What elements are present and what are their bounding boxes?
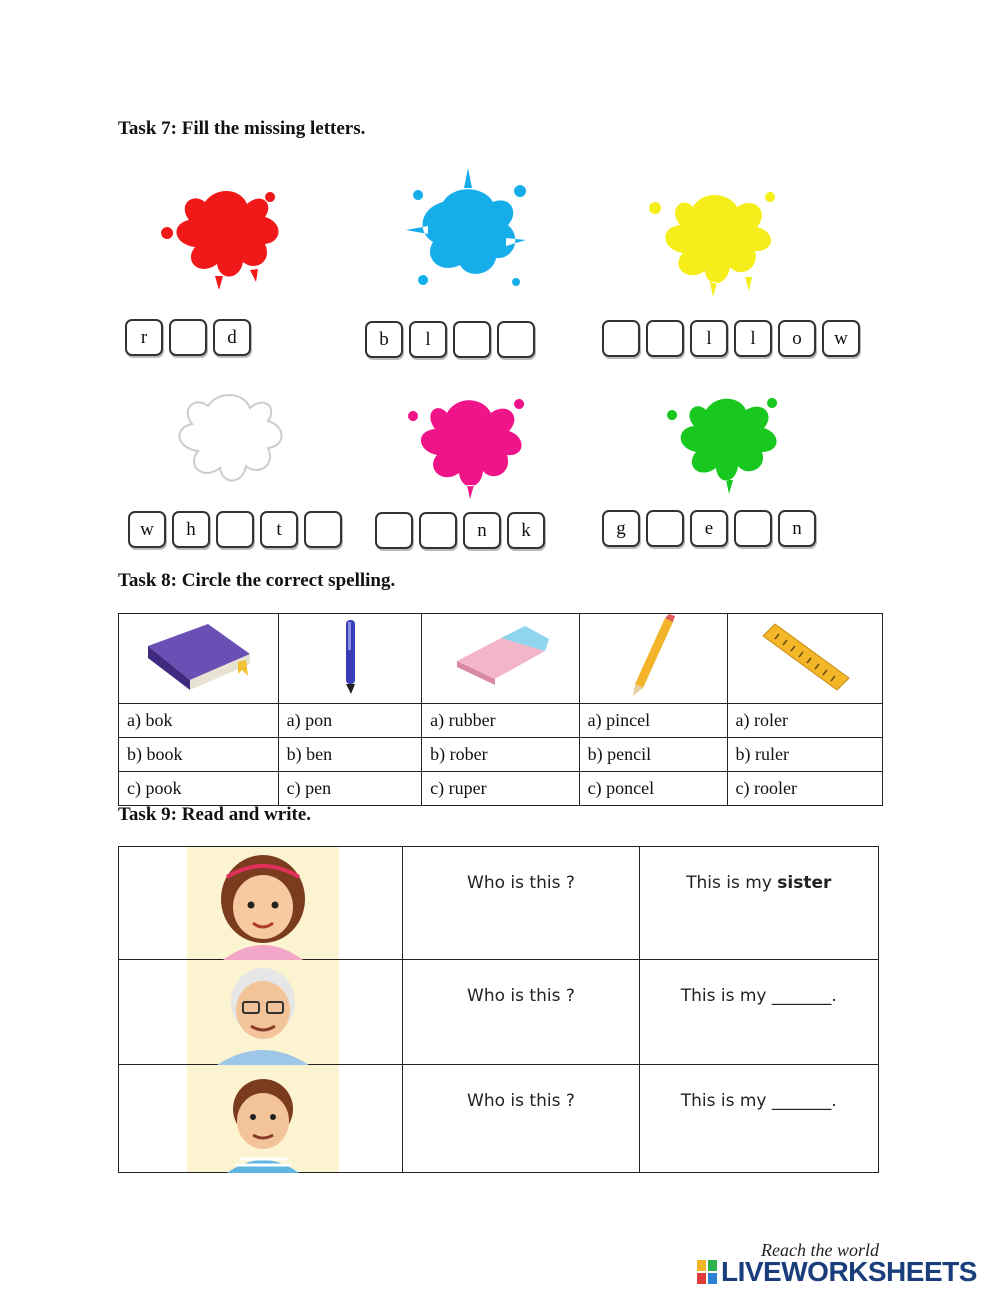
green-paint-splat xyxy=(664,378,789,498)
pen-picture-cell xyxy=(278,614,421,704)
spelling-option[interactable]: c) poncel xyxy=(579,772,727,806)
blue-splat-shape xyxy=(406,168,526,286)
spelling-option[interactable]: a) bok xyxy=(119,704,279,738)
girl-picture xyxy=(187,847,339,959)
letter-box: k xyxy=(507,512,545,549)
yellow-paint-splat xyxy=(645,175,785,300)
girl-icon xyxy=(187,847,339,960)
word-boxes-white xyxy=(128,511,342,548)
blue-paint-splat xyxy=(398,165,538,295)
letter-box: o xyxy=(778,320,816,357)
pencil-icon xyxy=(623,614,683,698)
task9-title: Task 9: Read and write. xyxy=(118,804,312,825)
ruler-picture-cell xyxy=(727,614,882,704)
family-row xyxy=(119,1065,879,1173)
picture-cell xyxy=(119,1065,403,1173)
spelling-option[interactable]: c) ruper xyxy=(422,772,580,806)
letter-box: r xyxy=(125,319,163,356)
spelling-option[interactable]: b) pencil xyxy=(579,738,727,772)
letter-input-box[interactable] xyxy=(734,510,772,547)
rubber-picture-cell xyxy=(422,614,580,704)
letter-box: w xyxy=(822,320,860,357)
letter-box: t xyxy=(260,511,298,548)
yellow-splat-shape xyxy=(649,192,775,297)
spelling-option[interactable]: c) pook xyxy=(119,772,279,806)
letter-input-box[interactable] xyxy=(646,510,684,547)
letter-box: b xyxy=(365,321,403,358)
letter-input-box[interactable] xyxy=(453,321,491,358)
pink-paint-splat xyxy=(404,380,534,502)
letter-box: n xyxy=(778,510,816,547)
read-write-table xyxy=(118,846,879,1173)
answer-cell[interactable] xyxy=(639,1065,878,1173)
book-picture-cell xyxy=(119,614,279,704)
boy-icon xyxy=(187,1065,339,1173)
pink-splat-shape xyxy=(408,399,524,499)
word-boxes-yellow xyxy=(602,320,860,357)
answer-word: sister xyxy=(777,873,832,893)
spelling-option[interactable]: b) book xyxy=(119,738,279,772)
word-boxes-blue xyxy=(365,321,535,358)
letter-box: n xyxy=(463,512,501,549)
grandfather-picture xyxy=(187,960,339,1064)
letter-box: w xyxy=(128,511,166,548)
answer-prefix: This is my _______. xyxy=(680,986,837,1006)
letter-box: g xyxy=(602,510,640,547)
letter-box: h xyxy=(172,511,210,548)
letter-box: e xyxy=(690,510,728,547)
task7-title: Task 7: Fill the missing letters. xyxy=(118,118,366,139)
letter-input-box[interactable] xyxy=(216,511,254,548)
letter-input-box[interactable] xyxy=(646,320,684,357)
grandfather-icon xyxy=(187,960,339,1065)
red-paint-splat xyxy=(160,172,290,292)
spelling-option[interactable]: c) rooler xyxy=(727,772,882,806)
white-paint-splat xyxy=(162,375,294,497)
letter-box: d xyxy=(213,319,251,356)
picture-cell xyxy=(119,847,403,960)
word-boxes-red xyxy=(125,319,251,356)
spelling-table xyxy=(118,613,883,806)
answer-cell xyxy=(639,847,878,960)
pen-icon xyxy=(330,616,370,696)
book-icon xyxy=(138,618,258,694)
letter-input-box[interactable] xyxy=(169,319,207,356)
eraser-icon xyxy=(445,621,555,691)
answer-cell[interactable] xyxy=(639,960,878,1065)
logo-brand: LIVEWORKSHEETS xyxy=(721,1256,977,1287)
option-row-c xyxy=(119,772,883,806)
word-boxes-green xyxy=(602,510,816,547)
letter-input-box[interactable] xyxy=(497,321,535,358)
letter-input-box[interactable] xyxy=(375,512,413,549)
family-row xyxy=(119,960,879,1065)
white-splat-shape xyxy=(179,395,281,481)
spelling-option[interactable]: b) rober xyxy=(422,738,580,772)
spelling-option[interactable]: a) pincel xyxy=(579,704,727,738)
logo-mark-icon xyxy=(697,1260,717,1284)
picture-row xyxy=(119,614,883,704)
word-boxes-pink xyxy=(375,512,545,549)
spelling-option[interactable]: c) pen xyxy=(278,772,421,806)
spelling-option[interactable]: a) pon xyxy=(278,704,421,738)
answer-prefix: This is my _______. xyxy=(680,1091,837,1111)
question-cell: Who is this ? xyxy=(403,847,639,960)
answer-prefix: This is my xyxy=(686,873,778,893)
letter-box: l xyxy=(734,320,772,357)
family-row xyxy=(119,847,879,960)
liveworksheets-logo xyxy=(697,1238,997,1288)
spelling-option[interactable]: a) roler xyxy=(727,704,882,738)
letter-input-box[interactable] xyxy=(602,320,640,357)
option-row-a xyxy=(119,704,883,738)
red-splat-shape xyxy=(161,191,278,290)
logo-tagline: Reach the world xyxy=(761,1240,879,1260)
letter-input-box[interactable] xyxy=(419,512,457,549)
option-row-b xyxy=(119,738,883,772)
question-cell: Who is this ? xyxy=(403,960,639,1065)
pencil-picture-cell xyxy=(579,614,727,704)
green-splat-shape xyxy=(667,398,777,494)
letter-box: l xyxy=(409,321,447,358)
task8-title: Task 8: Circle the correct spelling. xyxy=(118,570,396,591)
spelling-option[interactable]: b) ben xyxy=(278,738,421,772)
boy-picture xyxy=(187,1065,339,1172)
spelling-option[interactable]: b) ruler xyxy=(727,738,882,772)
letter-box: l xyxy=(690,320,728,357)
ruler-icon xyxy=(755,616,855,696)
letter-input-box[interactable] xyxy=(304,511,342,548)
spelling-option[interactable]: a) rubber xyxy=(422,704,580,738)
question-cell: Who is this ? xyxy=(403,1065,639,1173)
picture-cell xyxy=(119,960,403,1065)
